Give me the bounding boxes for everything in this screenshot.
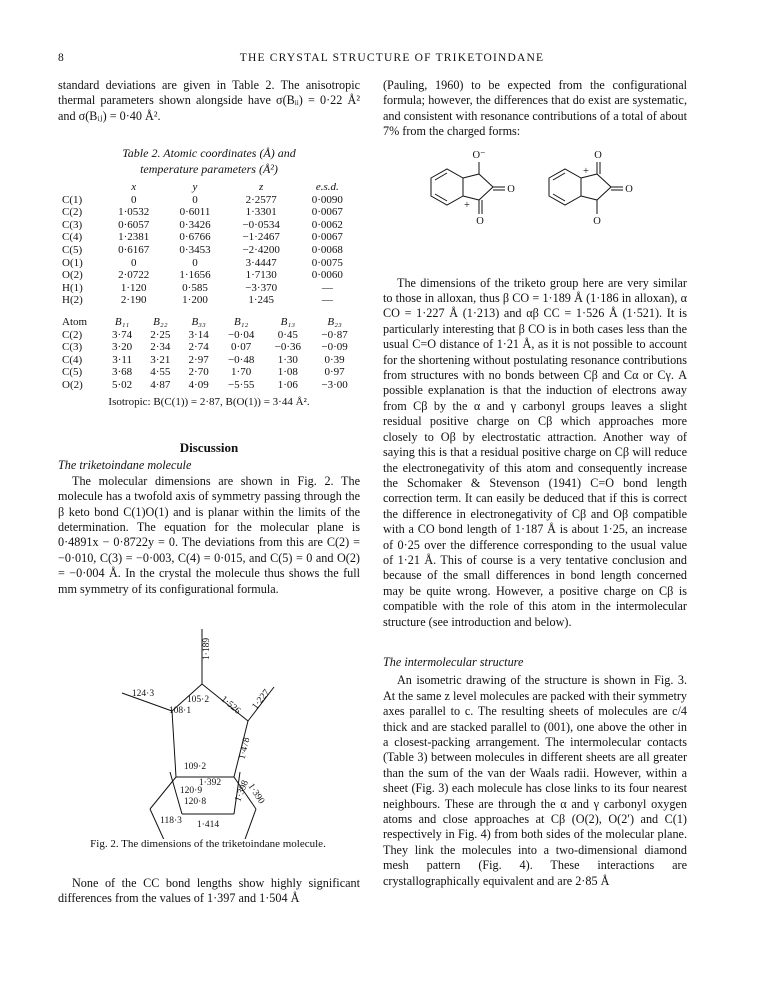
structure-label: + <box>583 165 589 177</box>
coord-cell: 0·585 <box>182 281 208 294</box>
bfactor-row <box>58 329 358 342</box>
coord-cell: 2·2577 <box>245 193 277 206</box>
fig-label: 1·414 <box>196 820 220 830</box>
bfactor-row <box>58 379 358 392</box>
bfactor-cell: C(3) <box>62 341 83 354</box>
bfactor-header-cell: Atom <box>62 315 88 328</box>
coord-cell: C(3) <box>62 218 83 231</box>
structure-label: O <box>476 215 484 227</box>
coord-cell: −0·0534 <box>242 218 280 231</box>
bfactor-cell: 3·14 <box>188 328 209 341</box>
coord-header-cell: z <box>259 181 264 194</box>
coord-row <box>58 244 358 257</box>
bfactor-cell: 2·70 <box>188 366 209 379</box>
coord-cell: 0 <box>130 256 137 269</box>
coord-cell: 0 <box>192 193 198 206</box>
fig-label: 120·8 <box>183 797 207 807</box>
coord-cell: −2·4200 <box>242 244 280 256</box>
coord-cell: 0·0060 <box>311 269 343 282</box>
fig-label: 1·227 <box>250 687 273 712</box>
structure-label: O <box>594 149 602 161</box>
bfactor-cell: 1·30 <box>277 353 298 366</box>
bfactor-row <box>58 354 358 367</box>
bfactor-cell: 1·08 <box>277 366 298 379</box>
bfactor-cell: 1·70 <box>231 366 252 379</box>
fig-label: 118·3 <box>160 816 182 826</box>
left-paragraph-3: None of the CC bond lengths show highly significant differences from the values of 1·397 and 1·504 Å <box>58 876 360 906</box>
coord-cell: 1·1656 <box>179 269 211 282</box>
coord-cell: C(2) <box>62 206 83 219</box>
left-paragraph-2: The molecular dimensions are shown in Fig. 2. The molecule has a twofold axis of symmetry passing through the β keto bond C(1)O(1) and is planar within the limits of the determination. The equation for the molecular plane is 0·4891x − 0·8722y = 0. The deviations from this are C(2) = −0·010, C(3) = −0·003, C(4) = 0·015, and C(5) = 0 and O(2) = −0·004 Å. In the crystal the molecule thus shows the full mm symmetry of its configurational formula. <box>58 473 360 596</box>
bfactor-cell: C(2) <box>62 328 83 341</box>
structure-label: O <box>593 215 601 227</box>
bfactor-cell: 2·25 <box>150 328 171 341</box>
coord-cell: C(1) <box>62 193 83 206</box>
coordinates-table <box>58 181 358 307</box>
coord-cell: 0·6766 <box>179 231 211 244</box>
bfactor-header-cell: B₁₂ <box>233 315 249 328</box>
bfactor-cell: 1·06 <box>277 378 298 391</box>
bfactor-cell: 0·45 <box>277 328 298 341</box>
coord-header-cell: e.s.d. <box>315 181 339 194</box>
table-caption-line-1: Table 2. Atomic coordinates (Å) and <box>122 146 296 161</box>
left-paragraph-1: standard deviations are given in Table 2. The anisotropic thermal parameters shown alongside have σ(Bᵢᵢ) = 0·22 Å² and σ(Bᵢⱼ) = 0·40 Å². <box>58 78 360 123</box>
coord-cell: 0·3426 <box>179 218 211 231</box>
coord-cell: 0·0062 <box>311 218 343 231</box>
fig-label: 120·9 <box>179 786 203 796</box>
fig-label: 105·2 <box>186 695 210 705</box>
coord-header-cell <box>58 181 103 194</box>
bfactor-header-cell: B₁₃ <box>280 315 296 328</box>
charged-forms-structures <box>383 144 687 252</box>
fig-label: 109·2 <box>183 762 207 772</box>
left-column <box>58 78 360 839</box>
coord-cell: C(4) <box>62 231 83 244</box>
bfactor-cell: 3·11 <box>112 353 132 366</box>
coord-cell: −1·2467 <box>242 231 280 244</box>
molecule-subheading: The triketoindane molecule <box>58 458 192 473</box>
bfactor-cell: 3·74 <box>111 328 133 341</box>
coord-cell: 0 <box>192 256 198 269</box>
coord-header-row <box>58 181 358 194</box>
bfactor-cell: −0·87 <box>321 328 348 341</box>
coord-cell: — <box>321 281 333 294</box>
coord-cell: 0·0067 <box>311 231 343 244</box>
bfactor-header-cell: B₃₃ <box>191 315 206 328</box>
coord-cell: 1·245 <box>248 294 274 307</box>
coord-cell: 1·120 <box>120 281 147 294</box>
fig-label: 1·478 <box>237 736 253 761</box>
bfactor-row <box>58 366 358 379</box>
bfactor-cell: 4·09 <box>188 378 209 391</box>
coord-row <box>58 219 358 232</box>
coord-cell: 1·7130 <box>245 269 277 282</box>
bfactor-cell: 5·02 <box>111 378 133 391</box>
coord-cell: O(2) <box>62 269 83 282</box>
bfactor-header-row <box>58 316 358 329</box>
bfactor-cell: −0·04 <box>227 328 255 341</box>
coord-cell: 2·0722 <box>118 269 150 282</box>
structure-label: + <box>464 199 470 211</box>
bfactor-cell: −3·00 <box>321 378 348 391</box>
bfactor-cell: C(5) <box>62 366 83 379</box>
bfactor-cell: 3·20 <box>111 341 133 354</box>
coord-cell: 0·0067 <box>311 206 343 219</box>
coord-row <box>58 282 358 295</box>
coord-cell: 1·0532 <box>118 206 150 219</box>
right-paragraph-3: An isometric drawing of the structure is shown in Fig. 3. At the same z level molecules are packed with their symmetry axes parallel to c. The resulting sheets of molecules are c/4 thick and are stacked parallel to (001), one above the other in a closest-packing arrangement. The intermolecular contacts (Table 3) between molecules in different sheets are all greater than the sum of the van der Waals radii. However, within a sheet (Fig. 3) each molecule has close links to its four nearest neighbours. These are through the α and γ carbonyl oxygen atoms and close approaches at Cβ (O(2), O(2′) and C(1) respectively in Fig. 4) from both sides of the molecular plane. They link the molecules into a two-dimensional diamond mesh pattern (Fig. 4). These interactions are crystallographically equivalent and are 2·85 Å <box>383 673 687 888</box>
coord-cell: 0 <box>130 193 137 206</box>
coord-cell: 1·2381 <box>118 231 150 244</box>
bfactor-cell: 0·97 <box>324 366 345 379</box>
coord-row <box>58 206 358 219</box>
bfactor-cell: C(4) <box>62 353 83 366</box>
discussion-heading: Discussion <box>179 439 239 455</box>
bfactor-cell: −0·09 <box>321 341 348 354</box>
bfactor-cell: 4·55 <box>150 366 171 379</box>
coord-cell: −3·370 <box>245 281 278 294</box>
bfactor-cell: 2·97 <box>188 353 209 366</box>
structure-label: O⁻ <box>472 149 486 161</box>
fig-label: 1·526 <box>218 694 242 717</box>
fig-label: 124·3 <box>131 689 155 699</box>
coord-row <box>58 231 358 244</box>
bfactor-cell: −0·36 <box>274 341 302 354</box>
right-paragraph-1: (Pauling, 1960) to be expected from the configurational formula; however, the differences that do exist are systematic, and consistent with resonance contributions of a total of about 7% from the charged forms: <box>383 78 687 139</box>
bfactor-header-cell: B₂₃ <box>327 315 342 328</box>
bfactor-header-cell: B₁₁ <box>114 315 130 328</box>
coord-row <box>58 269 358 282</box>
bfactor-cell: O(2) <box>62 378 83 391</box>
bfactor-cell: 0·39 <box>324 353 345 366</box>
coord-row <box>58 257 358 270</box>
bfactor-cell: 2·74 <box>188 341 209 354</box>
coord-cell: — <box>321 294 333 307</box>
bfactor-cell: 2·34 <box>150 341 171 354</box>
coord-cell: 0·0090 <box>311 193 343 206</box>
coord-cell: 0·0075 <box>311 256 343 269</box>
coord-cell: H(1) <box>62 281 83 294</box>
bfactor-row <box>58 341 358 354</box>
coord-cell: 0·6057 <box>118 218 150 231</box>
coord-cell: H(2) <box>62 294 83 307</box>
coord-cell: O(1) <box>62 256 83 269</box>
coord-row <box>58 194 358 207</box>
coord-header-cell: y <box>192 181 198 194</box>
coord-cell: 1·3301 <box>245 206 277 219</box>
fig-label: 1·390 <box>245 781 266 806</box>
coord-cell: C(5) <box>62 244 83 256</box>
bfactor-cell: 3·21 <box>150 353 171 366</box>
intermolecular-subheading: The intermolecular structure <box>383 654 524 669</box>
coord-cell: 0·6011 <box>179 206 211 219</box>
coord-cell: 1·200 <box>182 294 208 307</box>
right-column <box>383 78 687 889</box>
bfactor-cell: 3·68 <box>111 366 133 379</box>
page-header <box>58 52 726 68</box>
coord-cell: 2·190 <box>120 294 147 307</box>
bfactor-cell: 4·87 <box>150 378 171 391</box>
coord-header-cell: x <box>131 181 137 194</box>
coord-cell: 0·6167 <box>118 244 150 256</box>
isotropic-line: Isotropic: B(C(1)) = 2·87, B(O(1)) = 3·44 Å². <box>108 395 310 408</box>
bfactor-cell: −0·48 <box>227 353 255 366</box>
structure-label: O <box>507 183 515 195</box>
fig-label: 1·189 <box>202 637 212 661</box>
fig-label: 1·398 <box>233 779 251 804</box>
running-title: THE CRYSTAL STRUCTURE OF TRIKETOINDANE <box>239 52 545 64</box>
right-paragraph-2: The dimensions of the triketo group here are very similar to those in alloxan, thus β CO = 1·189 Å (1·186 in alloxan), α CO = 1·227 Å (1·213) and αβ CC = 1·526 Å (1·521). It is particularly interesting that β CO is in both cases less than the usual C=O distance of 1·21 Å, as it is not possible to account for the shortening without postulating resonance contributions from structures with no bonds between Cβ and Cα or Cγ. A possible explanation is that the induction of electrons away from Cβ by the α and γ carbonyl groups leaves a slight residual positive charge on Cβ which approaches more closely to Oβ by electrostatic attraction. Another way of saying this is that a residual positive charge on Cβ will reduce the electronegativity of this atom and consequently increase the Schomaker & Stevenson (1941) C=O bond length correction term. It can easily be deduced that if this is correct the difference in electronegativity of Cβ and Oβ compatible with a CO bond length of 1·187 Å is about 1·25, an increase of 0·25 over the difference corresponding to the usual value of 1·21 Å. This of course is a very tentative conclusion and because of the small differences in bond length concerned may be quite wrong. However, a positive charge on Cβ is compatible with the role of this atom in the intermolecular structure (see introduction and below). <box>383 275 687 629</box>
fig-label: 108·1 <box>168 706 192 716</box>
table-caption-line-2: temperature parameters (Å²) <box>140 161 278 176</box>
coord-cell: 0·3453 <box>179 244 211 256</box>
coord-cell: 3·4447 <box>245 256 277 269</box>
temperature-table <box>58 316 358 392</box>
coord-row <box>58 294 358 307</box>
structure-label: O <box>625 183 633 195</box>
fig-2-caption: Fig. 2. The dimensions of the triketoindane molecule. <box>90 838 326 850</box>
bfactor-header-cell: B₂₂ <box>153 315 168 328</box>
bfactor-cell: −5·55 <box>227 378 255 391</box>
coord-cell: 0·0068 <box>311 244 343 256</box>
fig-label: 1·392 <box>198 778 222 788</box>
page-number: 8 <box>58 52 65 64</box>
bfactor-cell: 0·07 <box>231 341 252 354</box>
